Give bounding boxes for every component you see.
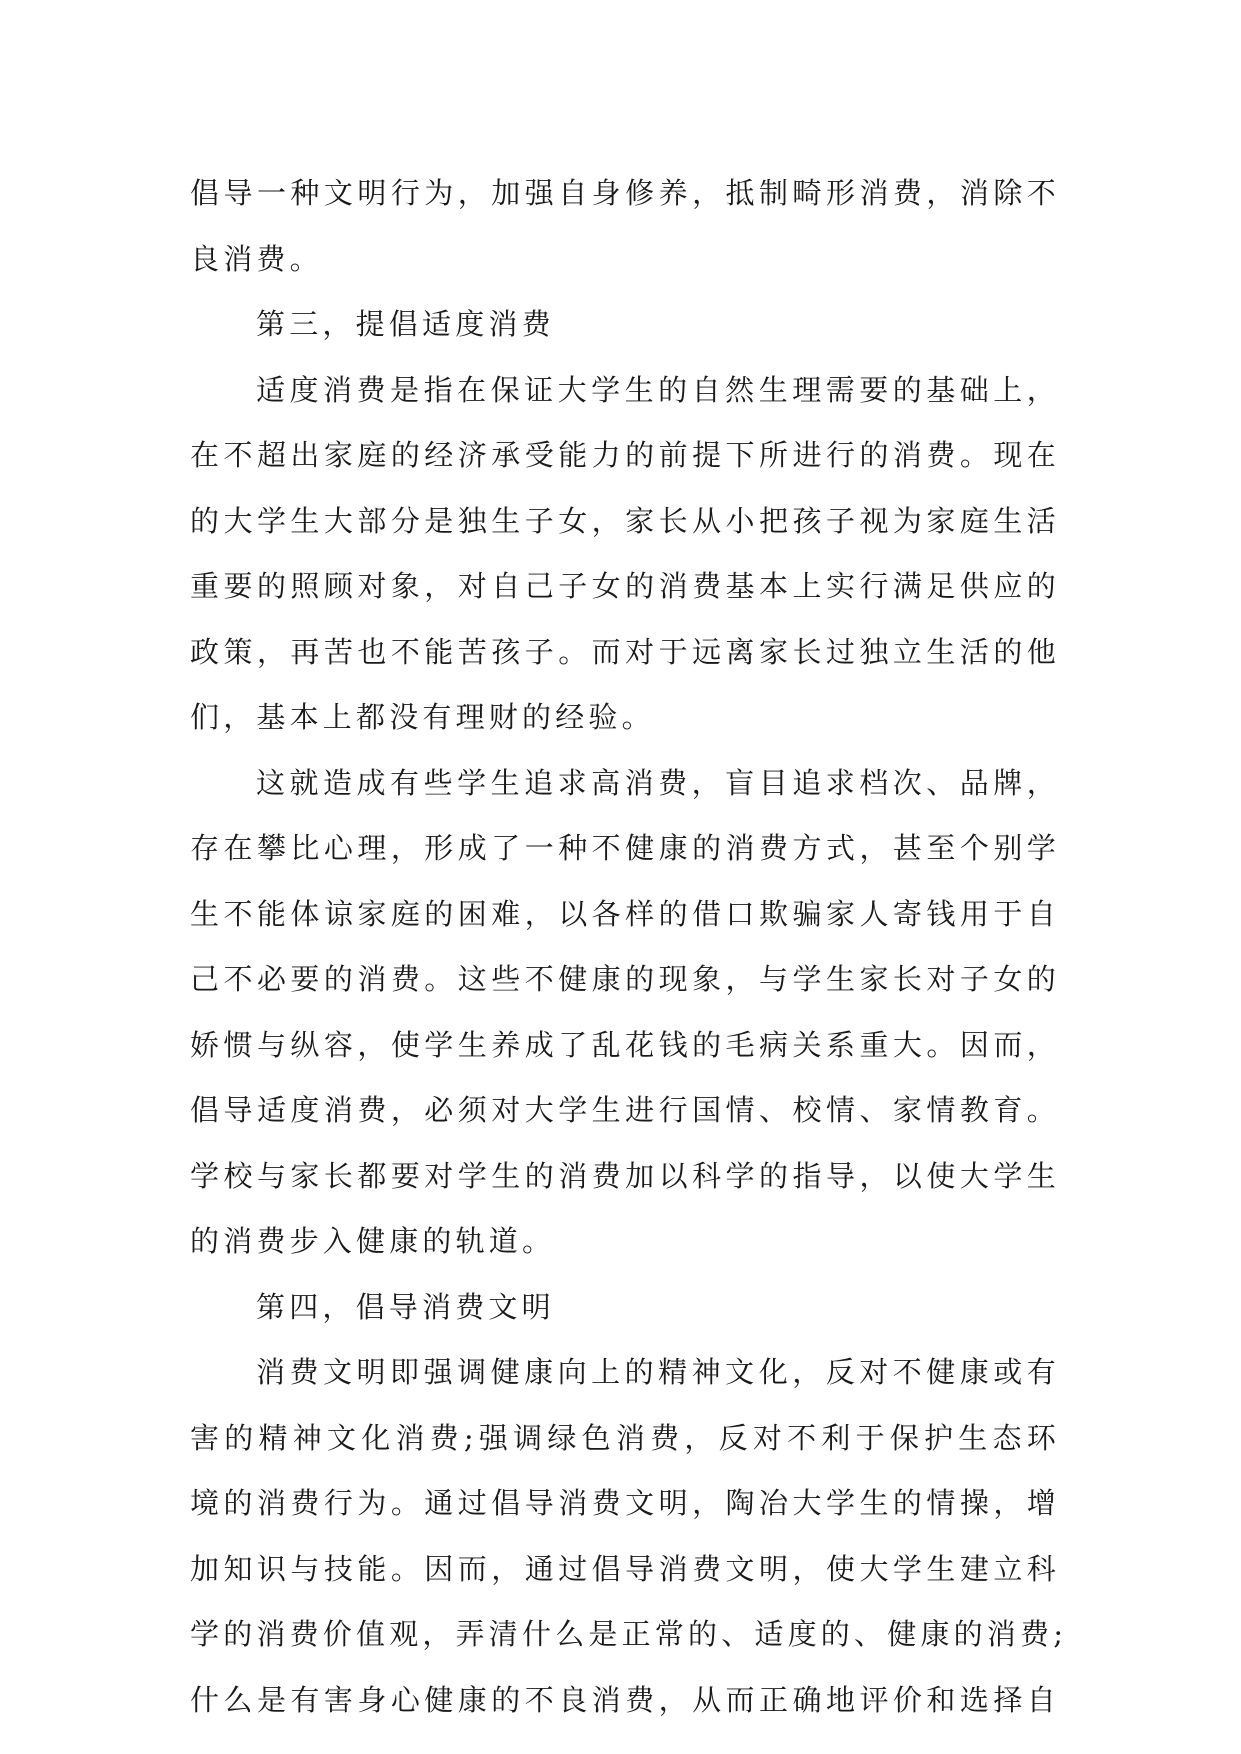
text-line: 境的消费行为。通过倡导消费文明，陶冶大学生的情操，增 bbox=[190, 1486, 1060, 1520]
text-line: 的大学生大部分是独生子女，家长从小把孩子视为家庭生活 bbox=[190, 503, 1060, 538]
text-line: 们，基本上都没有理财的经验。 bbox=[190, 700, 655, 734]
section-heading: 第三，提倡适度消费 bbox=[256, 307, 555, 341]
text-line: 良消费。 bbox=[190, 241, 323, 276]
text-line: 这就造成有些学生追求高消费，盲目追求档次、品牌， bbox=[256, 765, 1060, 800]
text-line: 加知识与技能。因而，通过倡导消费文明，使大学生建立科 bbox=[190, 1551, 1060, 1586]
text-line: 什么是有害身心健康的不良消费，从而正确地评价和选择自 bbox=[190, 1682, 1060, 1717]
text-line: 消费文明即强调健康向上的精神文化，反对不健康或有 bbox=[256, 1355, 1060, 1389]
document-body bbox=[190, 161, 1068, 1733]
text-line: 在不超出家庭的经济承受能力的前提下所进行的消费。现在 bbox=[190, 438, 1060, 472]
text-line: 适度消费是指在保证大学生的自然生理需要的基础上， bbox=[256, 372, 1060, 407]
text-line: 生不能体谅家庭的困难，以各样的借口欺骗家人寄钱用于自 bbox=[190, 896, 1060, 931]
section-heading: 第四，倡导消费文明 bbox=[256, 1289, 555, 1324]
text-line: 倡导一种文明行为，加强自身修养，抵制畸形消费，消除不 bbox=[190, 176, 1060, 210]
text-line: 己不必要的消费。这些不健康的现象，与学生家长对子女的 bbox=[190, 962, 1060, 996]
text-line: 存在攀比心理，形成了一种不健康的消费方式，甚至个别学 bbox=[190, 831, 1060, 865]
text-line: 政策，再苦也不能苦孩子。而对于远离家长过独立生活的他 bbox=[190, 634, 1060, 669]
text-line: 娇惯与纵容，使学生养成了乱花钱的毛病关系重大。因而， bbox=[190, 1027, 1060, 1062]
text-line: 的消费步入健康的轨道。 bbox=[190, 1224, 556, 1258]
text-line: 学校与家长都要对学生的消费加以科学的指导，以使大学生 bbox=[190, 1158, 1060, 1193]
text-line: 学的消费价值观，弄清什么是正常的、适度的、健康的消费; bbox=[190, 1617, 1068, 1651]
text-line: 重要的照顾对象，对自己子女的消费基本上实行满足供应的 bbox=[190, 569, 1060, 603]
text-line: 害的精神文化消费;强调绿色消费，反对不利于保护生态环 bbox=[190, 1420, 1060, 1455]
text-line: 倡导适度消费，必须对大学生进行国情、校情、家情教育。 bbox=[190, 1093, 1060, 1127]
